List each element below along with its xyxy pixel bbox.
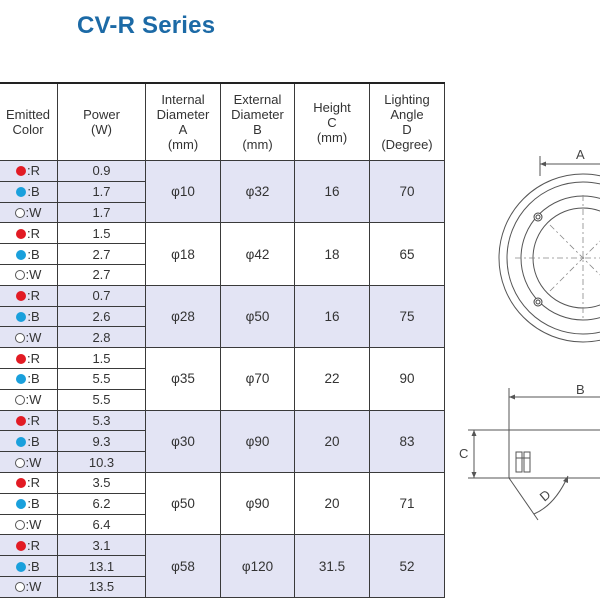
color-code: :R bbox=[27, 475, 40, 491]
emitted-color-cell bbox=[0, 556, 58, 577]
color-dot-icon bbox=[15, 333, 25, 343]
power-cell: 1.5 bbox=[58, 223, 146, 244]
cable-connector bbox=[516, 452, 530, 472]
header-power: Power (W) bbox=[58, 83, 146, 161]
color-dot-icon bbox=[15, 208, 25, 218]
height-cell: 31.5 bbox=[295, 535, 370, 597]
power-cell: 1.5 bbox=[58, 348, 146, 369]
color-code: :W bbox=[25, 392, 42, 408]
color-dot-icon bbox=[15, 270, 25, 280]
technical-drawing bbox=[450, 140, 600, 530]
header-row bbox=[0, 83, 445, 161]
power-cell: 9.3 bbox=[58, 431, 146, 452]
color-dot-icon bbox=[16, 478, 26, 488]
color-dot-icon bbox=[16, 312, 26, 322]
color-code: :R bbox=[27, 225, 40, 241]
color-code: :R bbox=[27, 288, 40, 304]
color-dot-icon bbox=[16, 437, 26, 447]
power-cell: 2.6 bbox=[58, 306, 146, 327]
power-cell: 2.8 bbox=[58, 327, 146, 348]
internal-diameter-cell: φ28 bbox=[146, 285, 221, 347]
lighting-angle-cell: 70 bbox=[370, 161, 445, 223]
emitted-color-cell bbox=[0, 202, 58, 223]
color-dot-icon bbox=[16, 229, 26, 239]
lighting-angle-cell: 65 bbox=[370, 223, 445, 285]
power-cell: 0.7 bbox=[58, 285, 146, 306]
external-diameter-cell: φ70 bbox=[221, 348, 295, 410]
dimension-a bbox=[540, 156, 600, 176]
power-cell: 6.4 bbox=[58, 514, 146, 535]
table-row bbox=[0, 285, 445, 306]
table-row bbox=[0, 223, 445, 244]
emitted-color-cell bbox=[0, 264, 58, 285]
power-cell: 5.3 bbox=[58, 410, 146, 431]
emitted-color-cell bbox=[0, 535, 58, 556]
lighting-angle-cell: 90 bbox=[370, 348, 445, 410]
emitted-color-cell bbox=[0, 285, 58, 306]
emitted-color-cell bbox=[0, 306, 58, 327]
height-cell: 16 bbox=[295, 161, 370, 223]
dimension-c bbox=[468, 430, 509, 478]
color-dot-icon bbox=[16, 250, 26, 260]
side-view-body bbox=[509, 430, 600, 478]
table-row bbox=[0, 472, 445, 493]
color-dot-icon bbox=[16, 562, 26, 572]
color-dot-icon bbox=[16, 291, 26, 301]
header-height: Height C (mm) bbox=[295, 83, 370, 161]
emitted-color-cell bbox=[0, 514, 58, 535]
color-code: :B bbox=[27, 246, 40, 262]
color-dot-icon bbox=[16, 166, 26, 176]
internal-diameter-cell: φ10 bbox=[146, 161, 221, 223]
internal-diameter-cell: φ35 bbox=[146, 348, 221, 410]
color-code: :W bbox=[25, 267, 42, 283]
internal-diameter-cell: φ30 bbox=[146, 410, 221, 472]
power-cell: 10.3 bbox=[58, 452, 146, 473]
color-dot-icon bbox=[16, 541, 26, 551]
dimension-d bbox=[509, 476, 568, 520]
color-dot-icon bbox=[16, 499, 26, 509]
power-cell: 1.7 bbox=[58, 202, 146, 223]
header-emitted-color: Emitted Color bbox=[0, 83, 58, 161]
top-view-ring bbox=[499, 174, 600, 342]
emitted-color-cell bbox=[0, 161, 58, 182]
label-b: B bbox=[576, 382, 585, 397]
height-cell: 18 bbox=[295, 223, 370, 285]
lighting-angle-cell: 83 bbox=[370, 410, 445, 472]
power-cell: 3.5 bbox=[58, 472, 146, 493]
lighting-angle-cell: 52 bbox=[370, 535, 445, 597]
external-diameter-cell: φ42 bbox=[221, 223, 295, 285]
emitted-color-cell bbox=[0, 576, 58, 597]
table-row bbox=[0, 161, 445, 182]
height-cell: 20 bbox=[295, 410, 370, 472]
label-c: C bbox=[459, 446, 469, 461]
power-cell: 0.9 bbox=[58, 161, 146, 182]
color-dot-icon bbox=[16, 374, 26, 384]
table-row bbox=[0, 535, 445, 556]
emitted-color-cell bbox=[0, 368, 58, 389]
power-cell: 6.2 bbox=[58, 493, 146, 514]
color-code: :B bbox=[27, 433, 40, 449]
height-cell: 16 bbox=[295, 285, 370, 347]
spec-table bbox=[0, 82, 445, 598]
series-title: CV-R Series bbox=[77, 12, 216, 39]
color-dot-icon bbox=[16, 354, 26, 364]
color-code: :B bbox=[27, 184, 40, 200]
color-dot-icon bbox=[15, 582, 25, 592]
power-cell: 3.1 bbox=[58, 535, 146, 556]
color-code: :R bbox=[27, 350, 40, 366]
color-dot-icon bbox=[15, 520, 25, 530]
label-a: A bbox=[576, 147, 585, 162]
color-code: :R bbox=[27, 537, 40, 553]
color-dot-icon bbox=[15, 395, 25, 405]
color-dot-icon bbox=[15, 458, 25, 468]
color-code: :W bbox=[25, 579, 42, 595]
dimension-b bbox=[509, 388, 600, 430]
color-dot-icon bbox=[16, 416, 26, 426]
color-code: :R bbox=[27, 412, 40, 428]
emitted-color-cell bbox=[0, 472, 58, 493]
power-cell: 5.5 bbox=[58, 389, 146, 410]
color-code: :B bbox=[27, 558, 40, 574]
emitted-color-cell bbox=[0, 452, 58, 473]
emitted-color-cell bbox=[0, 410, 58, 431]
power-cell: 1.7 bbox=[58, 181, 146, 202]
internal-diameter-cell: φ58 bbox=[146, 535, 221, 597]
emitted-color-cell bbox=[0, 348, 58, 369]
header-external-diameter: External Diameter B (mm) bbox=[221, 83, 295, 161]
power-cell: 5.5 bbox=[58, 368, 146, 389]
table-row bbox=[0, 348, 445, 369]
emitted-color-cell bbox=[0, 431, 58, 452]
table-row bbox=[0, 410, 445, 431]
header-internal-diameter: Internal Diameter A (mm) bbox=[146, 83, 221, 161]
color-dot-icon bbox=[16, 187, 26, 197]
emitted-color-cell bbox=[0, 327, 58, 348]
color-code: :W bbox=[25, 454, 42, 470]
color-code: :W bbox=[25, 329, 42, 345]
emitted-color-cell bbox=[0, 244, 58, 265]
mounting-holes bbox=[534, 213, 542, 306]
emitted-color-cell bbox=[0, 223, 58, 244]
header-lighting-angle: Lighting Angle D (Degree) bbox=[370, 83, 445, 161]
color-code: :B bbox=[27, 371, 40, 387]
external-diameter-cell: φ90 bbox=[221, 410, 295, 472]
height-cell: 20 bbox=[295, 472, 370, 534]
lighting-angle-cell: 75 bbox=[370, 285, 445, 347]
color-code: :B bbox=[27, 496, 40, 512]
color-code: :W bbox=[25, 516, 42, 532]
emitted-color-cell bbox=[0, 493, 58, 514]
power-cell: 13.5 bbox=[58, 576, 146, 597]
power-cell: 13.1 bbox=[58, 556, 146, 577]
external-diameter-cell: φ120 bbox=[221, 535, 295, 597]
external-diameter-cell: φ32 bbox=[221, 161, 295, 223]
external-diameter-cell: φ50 bbox=[221, 285, 295, 347]
emitted-color-cell bbox=[0, 389, 58, 410]
label-d: D bbox=[536, 486, 554, 505]
color-code: :W bbox=[25, 204, 42, 220]
color-code: :B bbox=[27, 308, 40, 324]
internal-diameter-cell: φ18 bbox=[146, 223, 221, 285]
power-cell: 2.7 bbox=[58, 264, 146, 285]
color-code: :R bbox=[27, 163, 40, 179]
emitted-color-cell bbox=[0, 181, 58, 202]
lighting-angle-cell: 71 bbox=[370, 472, 445, 534]
internal-diameter-cell: φ50 bbox=[146, 472, 221, 534]
external-diameter-cell: φ90 bbox=[221, 472, 295, 534]
height-cell: 22 bbox=[295, 348, 370, 410]
power-cell: 2.7 bbox=[58, 244, 146, 265]
spec-table-body bbox=[0, 161, 445, 598]
